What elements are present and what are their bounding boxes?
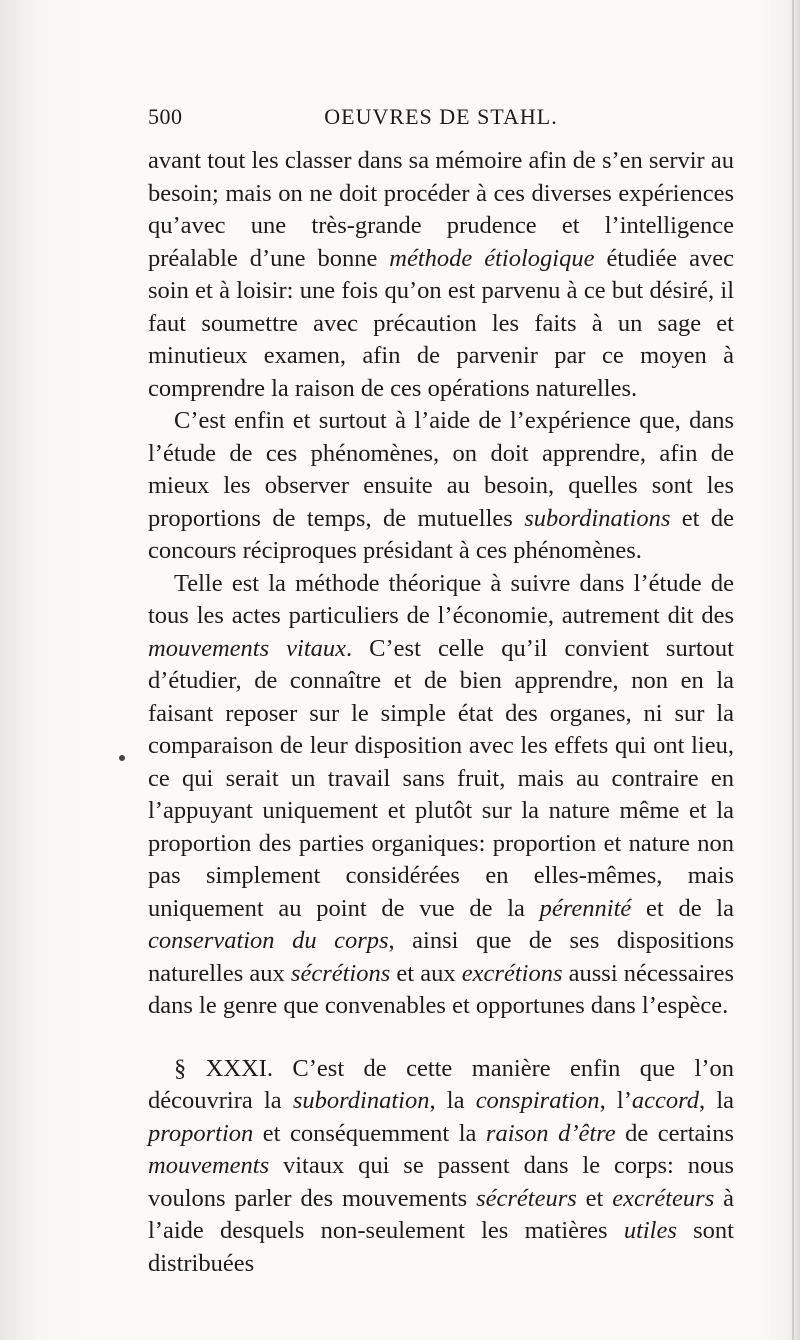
text-run: et de la	[631, 894, 734, 922]
italic-term: mouvements	[148, 1152, 270, 1179]
italic-term: excréteurs	[612, 1184, 715, 1212]
italic-term: subordinations	[524, 504, 671, 532]
text-run: , la	[429, 1087, 476, 1114]
text-run: avant tout les classer dans sa mémoire afin de s’en servir au besoin; mais on ne doit procéder à ces diverses expériences qu’avec une très-grande prudence et l’intelligence préalable d’une bonne	[148, 147, 734, 272]
italic-term: conspiration	[475, 1087, 600, 1114]
italic-term: conservation du corps	[148, 927, 389, 954]
italic-term: utiles	[623, 1217, 677, 1244]
text-run: de certains	[615, 1119, 734, 1147]
paragraph	[148, 145, 734, 405]
page-header	[148, 100, 734, 134]
italic-term: subordination	[292, 1087, 430, 1114]
italic-term: sécrétions	[290, 959, 391, 987]
text-run: aussi nécessaires dans le genre que convenables et opportunes dans l’espèce.	[148, 959, 734, 1019]
italic-term: mouvements vitaux	[148, 634, 347, 662]
text-run: , la	[699, 1087, 735, 1114]
italic-term: pérennité	[539, 894, 632, 922]
text-run: § XXXI. C’est de cette manière enfin que l’on découvrira la	[148, 1054, 734, 1114]
text-run: Telle est la méthode théorique à suivre dans l’étude de tous les actes particuliers de l’économie, autrement dit des	[148, 569, 734, 629]
text-run: étudiée avec soin et à loisir: une fois qu’on est parvenu à ce but désiré, il faut soumettre avec précaution les faits à un sage et minutieux examen, afin de parvenir par ce moyen à comprendre la raison de ces opérations naturelles.	[148, 244, 734, 402]
page-edge	[792, 0, 794, 1340]
text-run: sont distribuées	[148, 1217, 734, 1277]
italic-term: méthode étiologique	[389, 244, 595, 272]
paragraph	[148, 568, 734, 1023]
margin-dot	[119, 755, 125, 761]
text-run: vitaux qui se passent dans le corps: nous voulons parler des mouvements	[148, 1152, 734, 1212]
running-title: OEUVRES DE STAHL.	[324, 104, 558, 129]
italic-term: proportion	[148, 1119, 254, 1147]
text-run: C’est enfin et surtout à l’aide de l’expérience que, dans l’étude de ces phénomènes, on doit apprendre, afin de mieux les observer ensuite au besoin, quelles sont les proportions de temps, de mutuelles	[148, 407, 734, 532]
paragraph	[148, 405, 734, 568]
text-run: . C’est celle qu’il convient surtout d’étudier, de connaître et de bien apprendre, non en la faisant reposer sur le simple état des organes, ni sur la comparaison de leur disposition avec les effets qui ont lieu, ce qui serait un travail sans fruit, mais au contraire en l’appuyant uniquement et plutôt sur la nature même et la proportion des parties organiques: proportion et nature non pas simplement considérées en elles-mêmes, mais uniquement au point de vue de la	[148, 634, 734, 922]
paragraph	[148, 1053, 734, 1281]
page-number: 500	[148, 104, 183, 129]
body-text	[148, 145, 734, 1280]
italic-term: raison d’être	[485, 1119, 616, 1147]
text-run: à l’aide desquels non-seulement les matières	[148, 1184, 735, 1244]
text-run: et aux	[390, 959, 462, 987]
italic-term: excrétions	[461, 959, 563, 987]
text-run: et conséquemment la	[253, 1119, 486, 1147]
text-run: , l’	[599, 1087, 632, 1114]
italic-term: sécréteurs	[476, 1184, 577, 1212]
text-run: , ainsi que de ses dispositions naturelles aux	[148, 927, 735, 987]
text-run: et	[576, 1184, 613, 1212]
text-run: et de concours réciproques présidant à ces phénomènes.	[148, 504, 735, 564]
italic-term: accord	[631, 1087, 699, 1114]
